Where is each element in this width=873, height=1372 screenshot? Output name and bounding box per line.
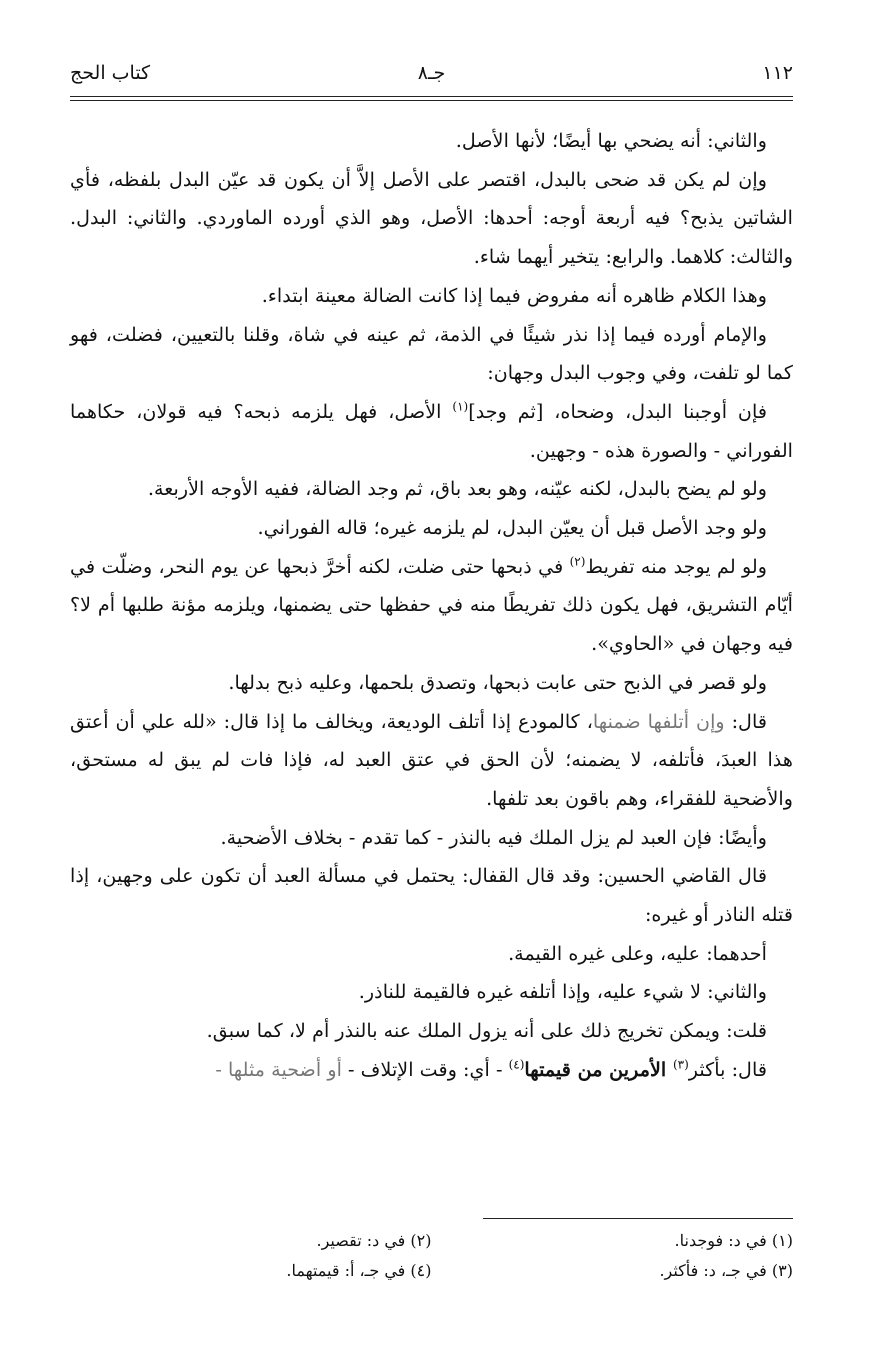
paragraph: [70, 1051, 793, 1090]
main-text: [70, 122, 793, 1090]
paragraph-text: - أي: وقت الإتلاف -: [348, 1057, 509, 1081]
paragraph: ولو لم يضح بالبدل، لكنه عيّنه، وهو بعد باق، ثم وجد الضالة، ففيه الأوجه الأربعة.: [147, 477, 767, 501]
paragraph-text: ولو لم يوجد منه تفريط: [585, 554, 768, 578]
paragraph: قال القاضي الحسين: وقد قال القفال: يحتمل في مسألة العبد أن تكون على وجهين، إذا قتله الناذر أو غيره:: [70, 864, 793, 927]
paragraph: ولو قصر في الذبح حتى عابت ذبحها، وتصدق بلحمها، وعليه ذبح بدلها.: [228, 670, 767, 694]
page-number: ١١٢: [762, 62, 793, 84]
footnote-reference[interactable]: (٤): [508, 1057, 525, 1072]
footnote-1: (١) في د: فوجدنا.: [674, 1231, 793, 1250]
footnote-rule: [483, 1218, 793, 1219]
paragraph-text: قال:: [724, 709, 768, 733]
footnote-reference[interactable]: (٢): [569, 554, 586, 569]
volume-label: جـ٨: [417, 62, 446, 84]
paragraph-text: ، كالمودع إذا أتلف الوديعة، ويخالف ما إذا قال: «لله علي أن أعتق هذا العبدَ، فأتلفه، لا يضمنه؛ لأن الحق في عتق العبد له، فإذا فات لم يبق له مستحق، والأضحية للفقراء، وهم باقون بعد تلفها.: [70, 709, 793, 810]
book-title: كتاب الحج: [70, 62, 151, 84]
paragraph-text: قال: بأكثر: [688, 1057, 767, 1081]
footnote-reference[interactable]: (١): [452, 399, 469, 414]
paragraph: أحدهما: عليه، وعلى غيره القيمة.: [508, 941, 767, 965]
paragraph-text: فإن أوجبنا البدل، وضحاه، [ثم وجد]: [468, 399, 767, 423]
footnotes: [70, 1226, 793, 1286]
header-rule: [70, 96, 793, 97]
footnote-row: [70, 1256, 793, 1286]
paragraph: قلت: ويمكن تخريج ذلك على أنه يزول الملك عنه بالنذر أم لا، كما سبق.: [206, 1019, 767, 1043]
paragraph: ولو وجد الأصل قبل أن يعيّن البدل، لم يلزمه غيره؛ قاله الفوراني.: [257, 516, 767, 540]
header-rule-secondary: [70, 100, 793, 101]
paragraph: [70, 548, 793, 664]
paragraph-text: الأصل، فهل يلزمه ذبحه؟ فيه قولان، حكاهما الفوراني - والصورة هذه - وجهين.: [70, 399, 793, 462]
paragraph: والثاني: لا شيء عليه، وإذا أتلفه غيره فالقيمة للناذر.: [358, 980, 767, 1004]
paragraph: والثاني: أنه يضحي بها أيضًا؛ لأنها الأصل.: [455, 129, 767, 152]
paragraph: [70, 393, 793, 470]
footnote-row: [70, 1226, 793, 1256]
paragraph-text: في ذبحها حتى ضلت، لكنه أخرَّ ذبحها عن يوم النحر، وضلّت في أيّام التشريق، فهل يكون ذلك تفريطًا منه في حفظها حتى يضمنها، ويلزمه مؤنة طلبها أم لا؟ فيه وجهان في «الحاوي».: [70, 554, 793, 656]
bold-matn-text: الأمرين من قيمتها: [524, 1057, 673, 1081]
footnote-4: (٤) في جـ، أ: قيمتهما.: [286, 1261, 432, 1280]
faded-matn-text: وإن أتلفها ضمنها: [592, 709, 725, 733]
paragraph: وإن لم يكن قد ضحى بالبدل، اقتصر على الأصل إلاَّ أن يكون قد عيّن البدل بلفظه، فأي الشاتين يذبح؟ فيه أربعة أوجه: أحدها: الأصل، وهو الذي أورده الماوردي. والثاني: البدل. والثالث: كلاهما. والرابع: يتخير أيهما شاء.: [70, 167, 793, 269]
paragraph: والإمام أورده فيما إذا نذر شيئًا في الذمة، ثم عينه في شاة، وقلنا بالتعيين، فضلت، فهو كما لو تلفت، وفي وجوب البدل وجهان:: [70, 322, 793, 385]
footnote-3: (٣) في جـ، د: فأكثر.: [659, 1261, 793, 1280]
footnote-2: (٢) في د: تقصير.: [316, 1231, 432, 1250]
footnote-reference[interactable]: (٣): [672, 1057, 689, 1072]
paragraph: وهذا الكلام ظاهره أنه مفروض فيما إذا كانت الضالة معينة ابتداء.: [261, 283, 767, 307]
paragraph: وأيضًا: فإن العبد لم يزل الملك فيه بالنذر - كما تقدم - بخلاف الأضحية.: [220, 825, 767, 849]
paragraph: [70, 703, 793, 819]
running-header: [70, 58, 793, 92]
faded-matn-text: أو أضحية مثلها -: [215, 1057, 349, 1081]
